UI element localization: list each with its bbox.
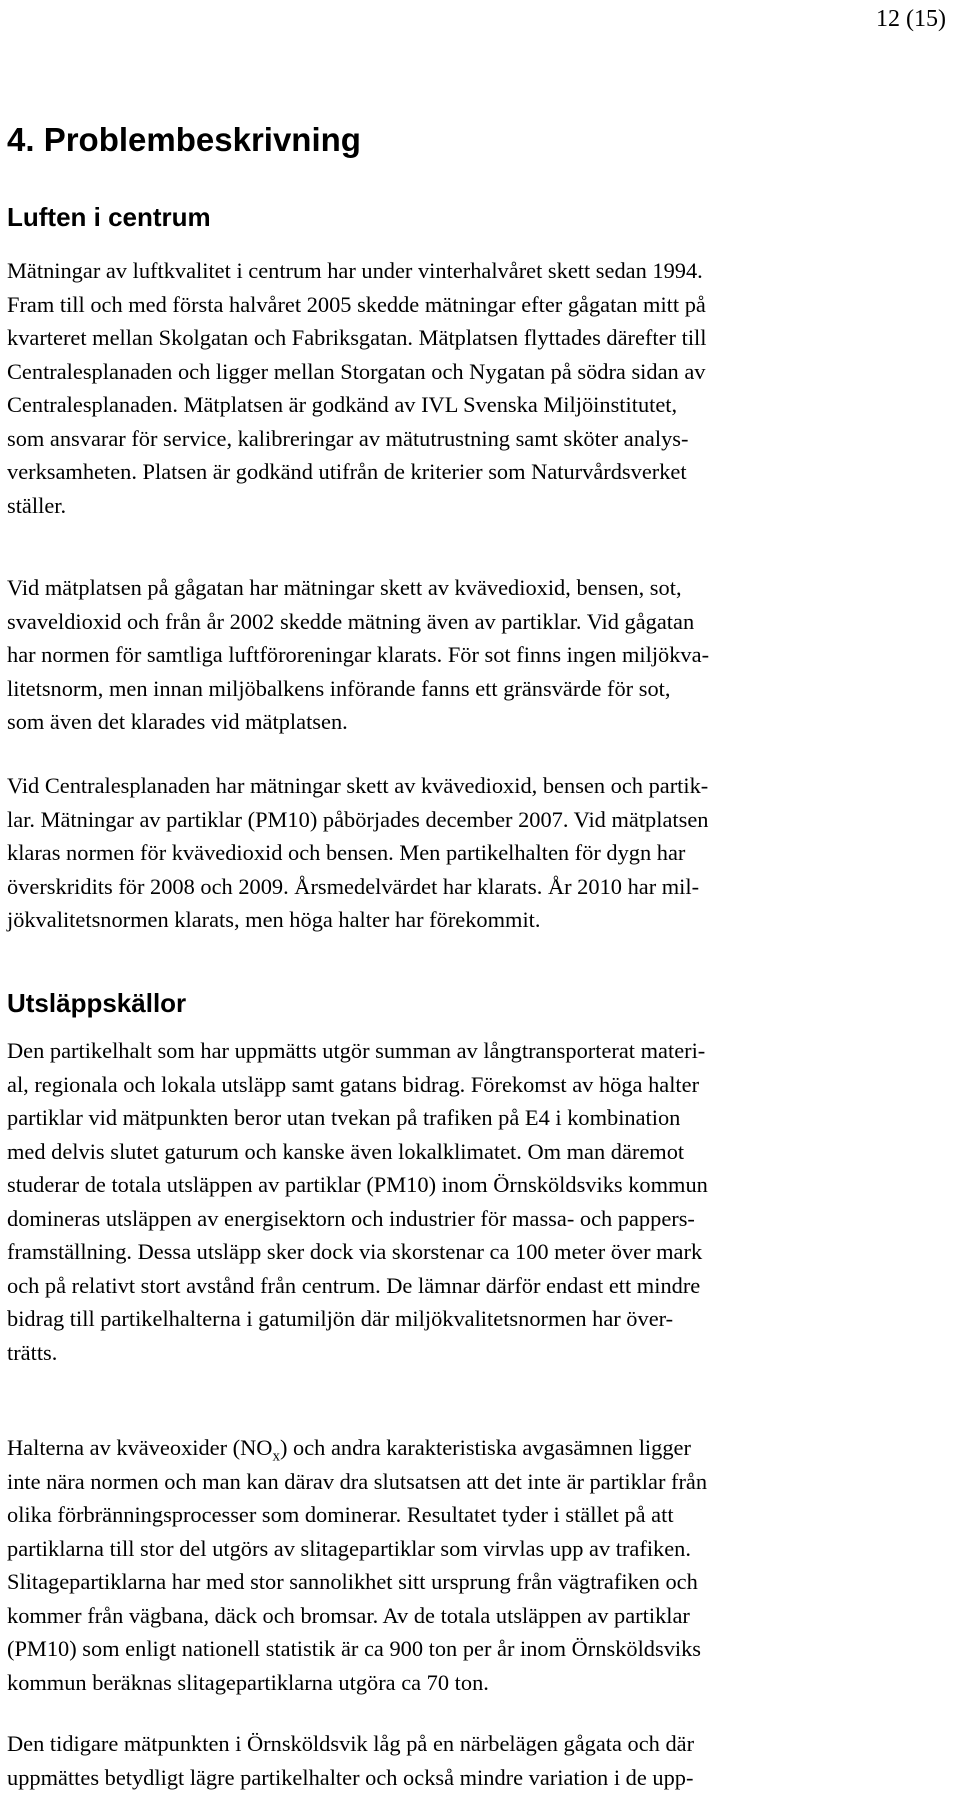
nitrogen-oxides-text-rest: ) och andra karakteristiska avgasämnen ligger inte nära normen och man kan därav dra slutsatsen att det inte är partiklar från olika förbränningsprocesser som dominerar. Resultatet tyder i stället på att partiklarna till stor del utgörs av slitagepartiklar som virvlas upp av trafiken. Slitagepartiklarna har med stor sannolikhet sitt ursprung från vägtrafiken och kommer från vägbana, däck och bromsar. Av de totala utsläppen av partiklar (PM10) som enligt nationell statistik är ca 900 ton per år inom Örnsköldsviks kommun beräknas slitagepartiklarna utgöra ca 70 ton.	[7, 1435, 708, 1695]
nitrogen-oxides-text-start: Halterna av kväveoxider (NO	[7, 1435, 273, 1460]
paragraph-nitrogen-oxides	[7, 1431, 953, 1699]
nox-subscript: x	[272, 1448, 280, 1465]
section-heading: 4. Problembeskrivning	[7, 121, 361, 158]
paragraph-pedestrian-street-measurements: Vid mätplatsen på gågatan har mätningar skett av kvävedioxid, bensen, sot, svaveldioxid och från år 2002 skedde mätning även av partiklar. Vid gågatan har normen för samtliga luftföroreningar klarats. För sot finns ingen miljökva- litetsnorm, men innan miljöbalkens införande fanns ett gränsvärde för sot, som även det klarades vid mätplatsen.	[7, 575, 710, 734]
page-number: 12 (15)	[876, 6, 946, 32]
paragraph-earlier-measuring-point: Den tidigare mätpunkten i Örnsköldsvik låg på en närbelägen gågata och där uppmättes betydligt lägre partikelhalter och också mindre variation i de upp-	[7, 1731, 695, 1790]
subheading-emission-sources: Utsläppskällor	[7, 988, 187, 1018]
paragraph-central-esplanade-measurements: Vid Centralesplanaden har mätningar skett av kvävedioxid, bensen och partik- lar. Mätningar av partiklar (PM10) påbörjades december 2007. Vid mätplatsen klaras normen för kvävedioxid och bensen. Men partikelhalten för dygn har överskridits för 2008 och 2009. Årsmedelvärdet har klarats. År 2010 har mil- jökvalitetsnormen klarats, men höga halter har förekommit.	[7, 773, 709, 932]
paragraph-particle-sources: Den partikelhalt som har uppmätts utgör summan av långtransporterat materi- al, regionala och lokala utsläpp samt gatans bidrag. Förekomst av höga halter partiklar vid mätpunkten beror utan tvekan på trafiken på E4 i kombination med delvis slutet gaturum och kanske även lokalklimatet. Om man däremot studerar de totala utsläppen av partiklar (PM10) inom Örnsköldsviks kommun domineras utsläppen av energisektorn och industrier för massa- och pappers- framställning. Dessa utsläpp sker dock via skorstenar ca 100 meter över mark och på relativt stort avstånd från centrum. De lämnar därför endast ett mindre bidrag till partikelhalterna i gatumiljön där miljökvalitetsnormen har över- trätts.	[7, 1038, 708, 1365]
paragraph-measurement-history: Mätningar av luftkvalitet i centrum har under vinterhalvåret skett sedan 1994. Fram till och med första halvåret 2005 skedde mätningar efter gågatan mitt på kvarteret mellan Skolgatan och Fabriksgatan. Mätplatsen flyttades därefter till Centralesplanaden och ligger mellan Storgatan och Nygatan på södra sidan av Centralesplanaden. Mätplatsen är godkänd av IVL Svenska Miljöinstitutet, som ansvarar för service, kalibreringar av mätutrustning samt sköter analys- verksamheten. Platsen är godkänd utifrån de kriterier som Naturvårdsverket ställer.	[7, 258, 707, 518]
subheading-air-center: Luften i centrum	[7, 202, 211, 232]
